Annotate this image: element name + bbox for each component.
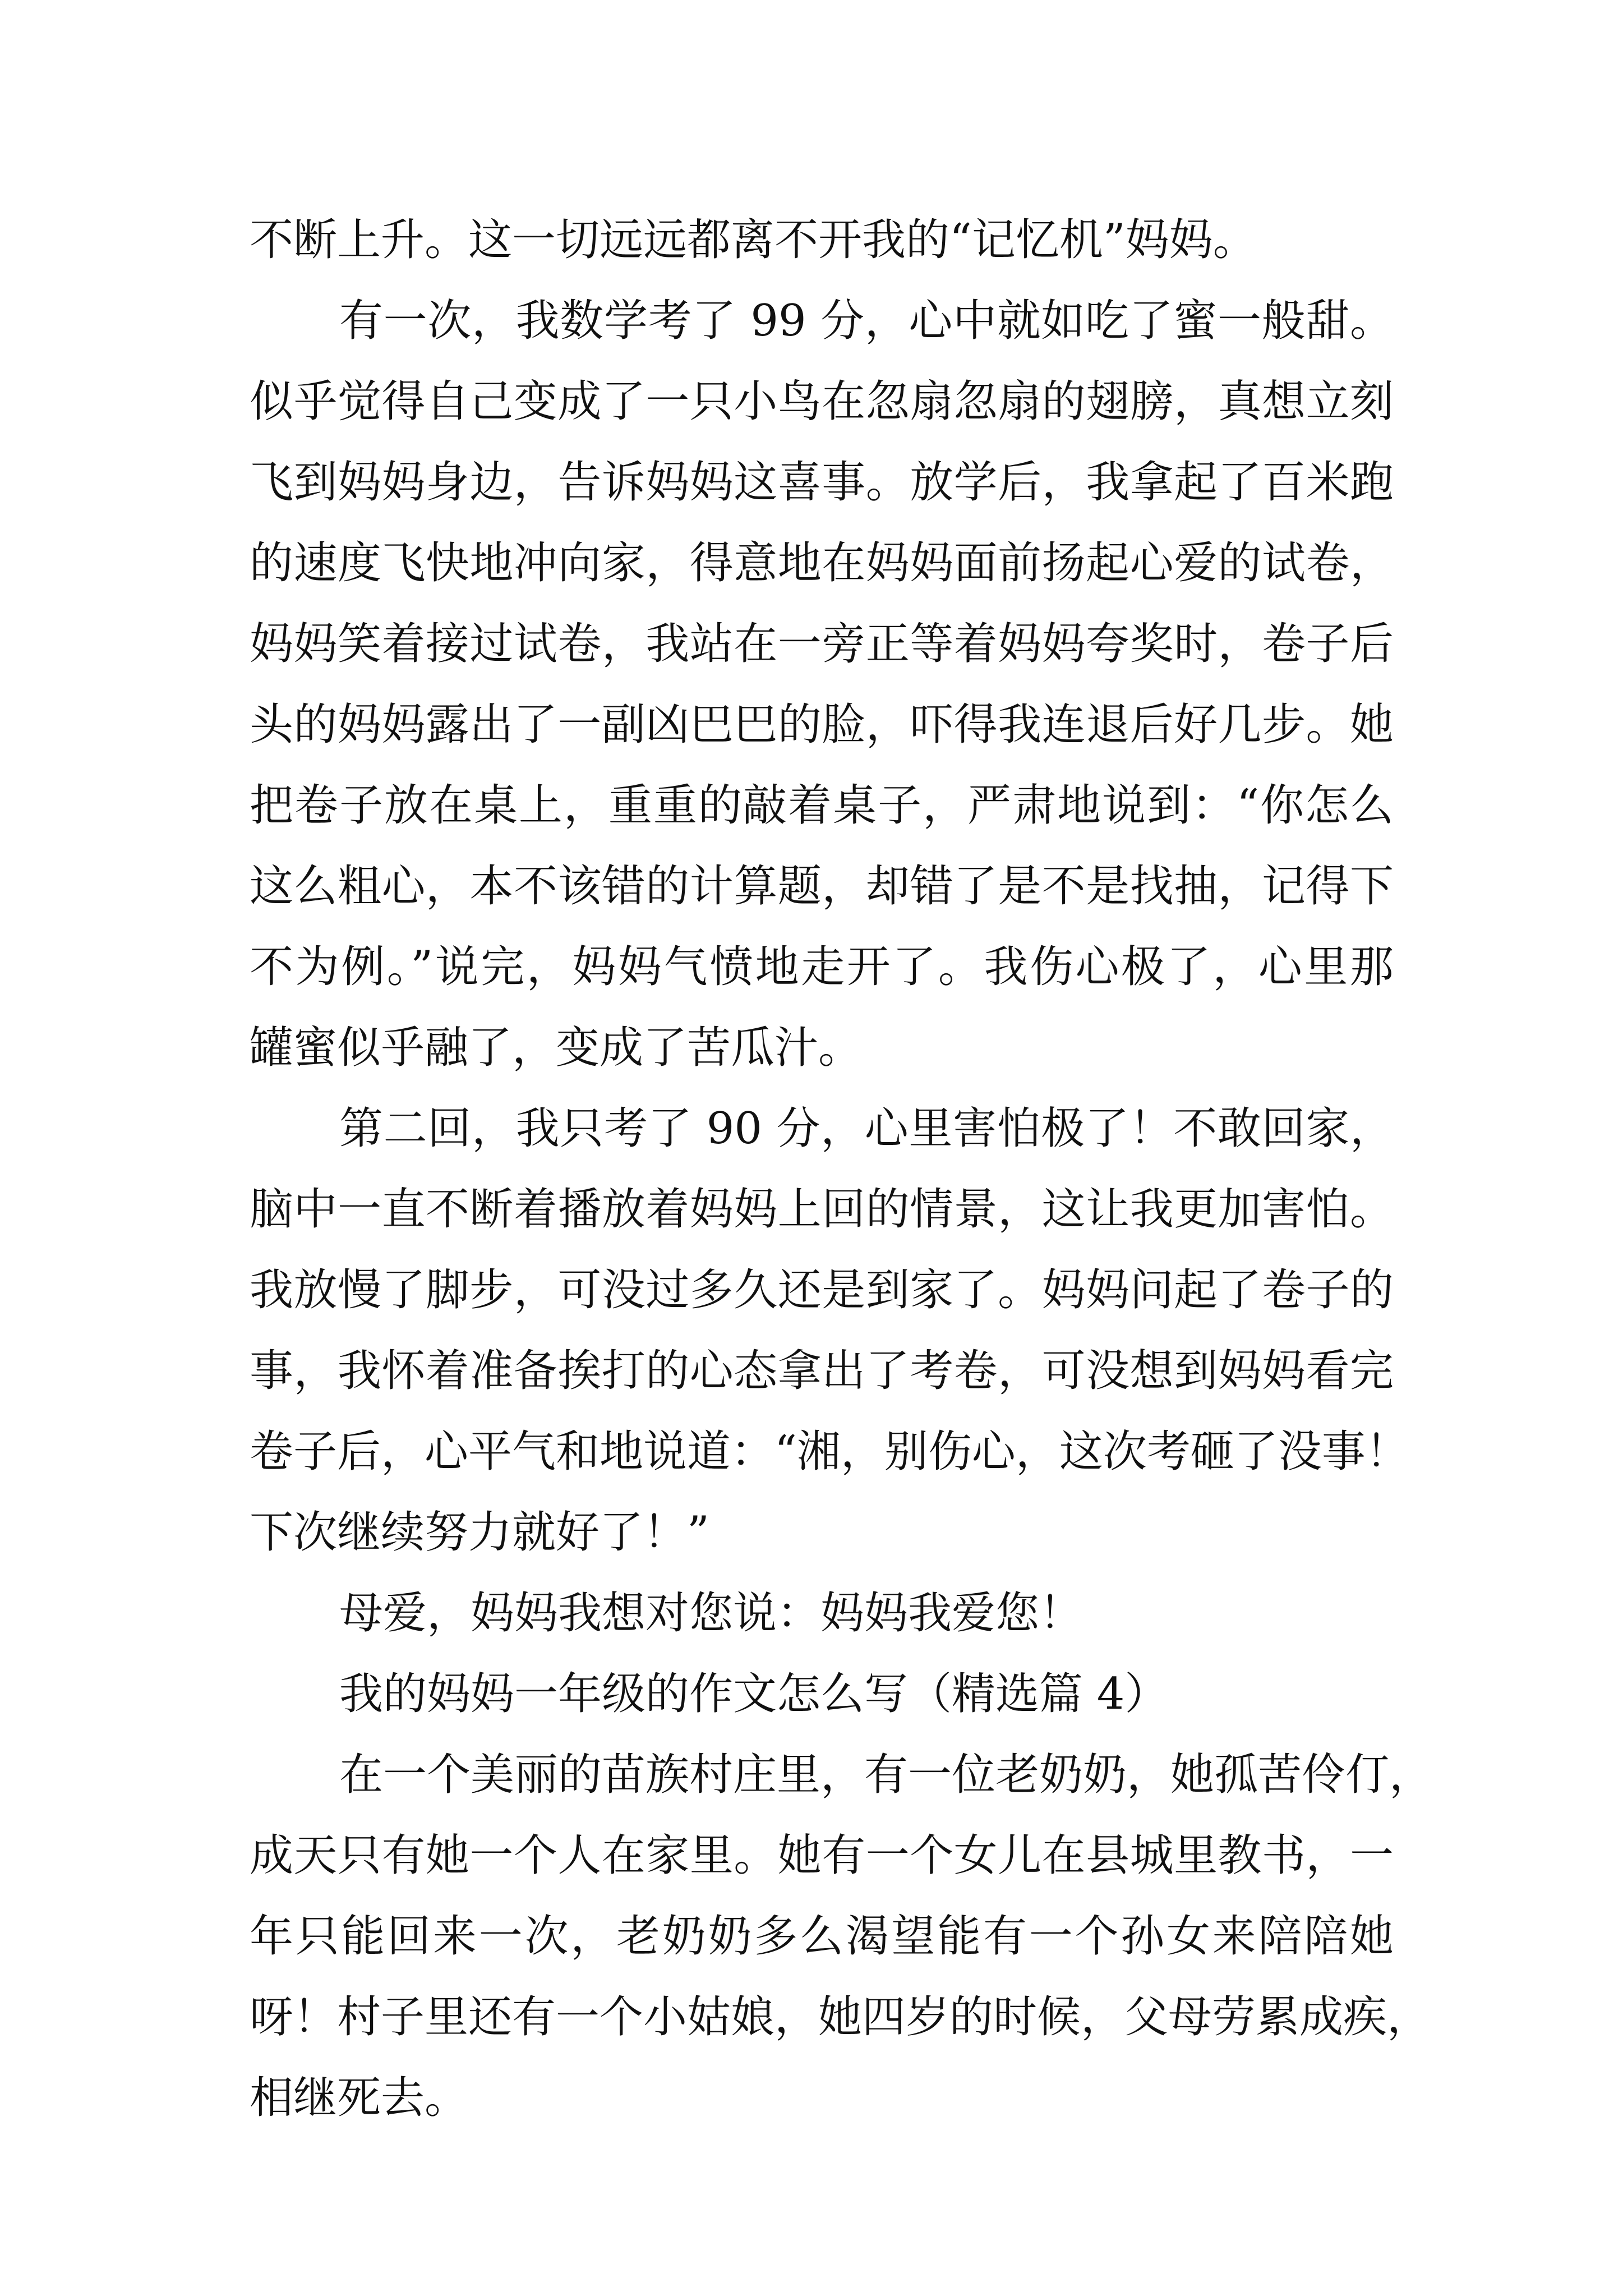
text-line: 我放慢了脚步，可没过多久还是到家了。妈妈问起了卷子的 [250,1265,1394,1315]
text-line: 卷子后，心平气和地说道：“湘，别伤心，这次考砸了没事！ [250,1427,1409,1477]
text-line: 在一个美丽的苗族村庄里，有一位老奶奶，她孤苦伶仃， [339,1750,1433,1800]
text-line: 头的妈妈露出了一副凶巴巴的脸，吓得我连退后好几步。她 [250,700,1394,750]
text-line: 这么粗心，本不该错的计算题，却错了是不是找抽，记得下 [250,861,1394,912]
text-line: 母爱，妈妈我想对您说：妈妈我爱您！ [339,1588,1083,1639]
text-line: 有一次，我数学考了 99 分，心中就如吃了蜜一般甜。 [339,296,1394,346]
text-line: 脑中一直不断着播放着妈妈上回的情景，这让我更加害怕。 [250,1184,1394,1235]
text-line: 不断上升。这一切远远都离不开我的“记忆机”妈妈。 [250,215,1257,265]
text-line: 把卷子放在桌上，重重的敲着桌子，严肃地说到：“你怎么 [250,780,1394,831]
text-line: 第二回，我只考了 90 分，心里害怕极了！不敢回家， [339,1103,1394,1154]
text-line: 年只能回来一次，老奶奶多么渴望能有一个孙女来陪陪她 [250,1911,1394,1962]
text-line: 呀！村子里还有一个小姑娘，她四岁的时候，父母劳累成疾， [250,1992,1431,2042]
text-line: 成天只有她一个人在家里。她有一个女儿在县城里教书，一 [250,1830,1394,1881]
text-line: 飞到妈妈身边，告诉妈妈这喜事。放学后，我拿起了百米跑 [250,457,1394,508]
text-line: 罐蜜似乎融了，变成了苦瓜汁。 [250,1023,863,1073]
section-heading: 我的妈妈一年级的作文怎么写（精选篇 4） [339,1669,1169,1719]
text-line: 相继死去。 [250,2073,469,2123]
text-line: 不为例。”说完，妈妈气愤地走开了。我伤心极了，心里那 [250,942,1394,992]
text-line: 似乎觉得自己变成了一只小鸟在忽扇忽扇的翅膀，真想立刻 [250,376,1394,427]
essay-text [250,200,1433,2138]
text-line: 下次继续努力就好了！” [250,1507,709,1558]
text-line: 事，我怀着准备挨打的心态拿出了考卷，可没想到妈妈看完 [250,1346,1394,1396]
text-line: 的速度飞快地冲向家，得意地在妈妈面前扬起心爱的试卷， [250,538,1394,588]
text-line: 妈妈笑着接过试卷，我站在一旁正等着妈妈夸奖时，卷子后 [250,619,1394,669]
